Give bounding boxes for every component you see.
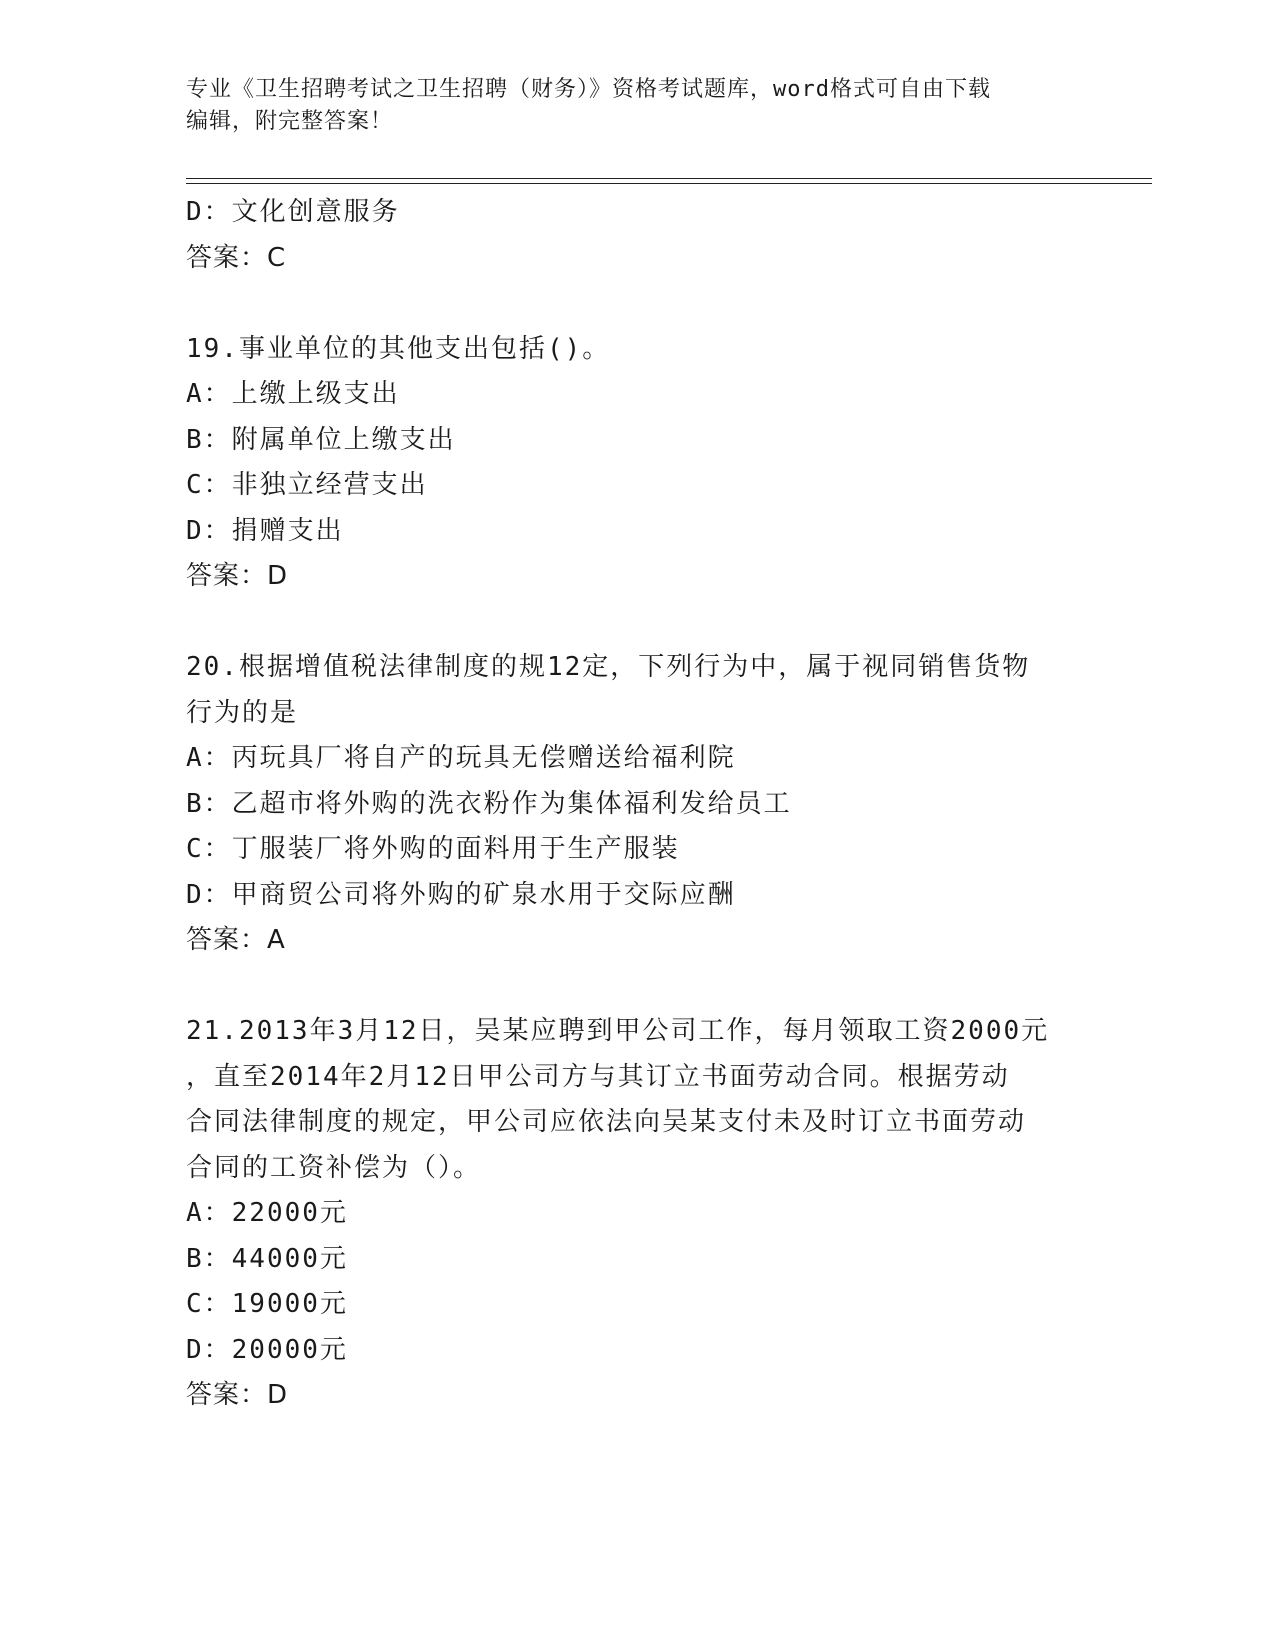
question-content xyxy=(186,190,1086,1419)
spacer xyxy=(186,964,1086,1010)
question-20-answer: 答案：A xyxy=(186,925,286,955)
prev-answer: 答案：C xyxy=(186,242,287,273)
question-21-option-c: C：19000元 xyxy=(186,1289,348,1319)
question-20-option-d: D：甲商贸公司将外购的矿泉水用于交际应酬 xyxy=(186,879,736,910)
question-21-text-line-3: 合同法律制度的规定，甲公司应依法向吴某支付未及时订立书面劳动 xyxy=(186,1107,1027,1137)
header-line-2: 编辑，附完整答案！ xyxy=(186,109,394,134)
question-20-option-a: A：丙玩具厂将自产的玩具无偿赠送给福利院 xyxy=(186,743,736,773)
question-21-option-b: B：44000元 xyxy=(186,1243,348,1274)
question-20-text-line-2: 行为的是 xyxy=(186,697,299,728)
header-line-1: 专业《卫生招聘考试之卫生招聘（财务）》资格考试题库，word格式可自由下载 xyxy=(186,77,991,102)
question-19-option-d: D：捐赠支出 xyxy=(186,515,344,546)
question-19-answer: 答案：D xyxy=(186,561,289,591)
question-20-option-b: B：乙超市将外购的洗衣粉作为集体福利发给员工 xyxy=(186,788,792,819)
prev-option-d: D：文化创意服务 xyxy=(186,197,400,227)
question-21-option-a: A：22000元 xyxy=(186,1198,348,1228)
question-21-answer: 答案：D xyxy=(186,1380,289,1410)
question-19-text: 19.事业单位的其他支出包括()。 xyxy=(186,333,611,364)
question-19-option-a: A：上缴上级支出 xyxy=(186,379,400,409)
header-divider-top xyxy=(186,178,1152,179)
spacer xyxy=(186,281,1086,327)
question-21-text-line-1: 21.2013年3月12日，吴某应聘到甲公司工作，每月领取工资2000元 xyxy=(186,1016,1050,1046)
question-19 xyxy=(186,327,1086,600)
question-21-option-d: D：20000元 xyxy=(186,1334,348,1365)
spacer xyxy=(186,600,1086,646)
question-21-text-line-4: 合同的工资补偿为（）。 xyxy=(186,1152,482,1183)
question-21 xyxy=(186,1009,1086,1419)
question-20-text-line-1: 20.根据增值税法律制度的规12定，下列行为中，属于视同销售货物 xyxy=(186,652,1031,682)
header-divider-bottom xyxy=(186,183,1152,184)
question-19-option-c: C：非独立经营支出 xyxy=(186,470,428,500)
page-header xyxy=(186,74,1086,138)
question-20-option-c: C：丁服装厂将外购的面料用于生产服装 xyxy=(186,834,680,864)
question-20 xyxy=(186,645,1086,964)
question-19-option-b: B：附属单位上缴支出 xyxy=(186,424,456,455)
question-21-text-line-2: ，直至2014年2月12日甲公司方与其订立书面劳动合同。根据劳动 xyxy=(186,1061,1010,1092)
